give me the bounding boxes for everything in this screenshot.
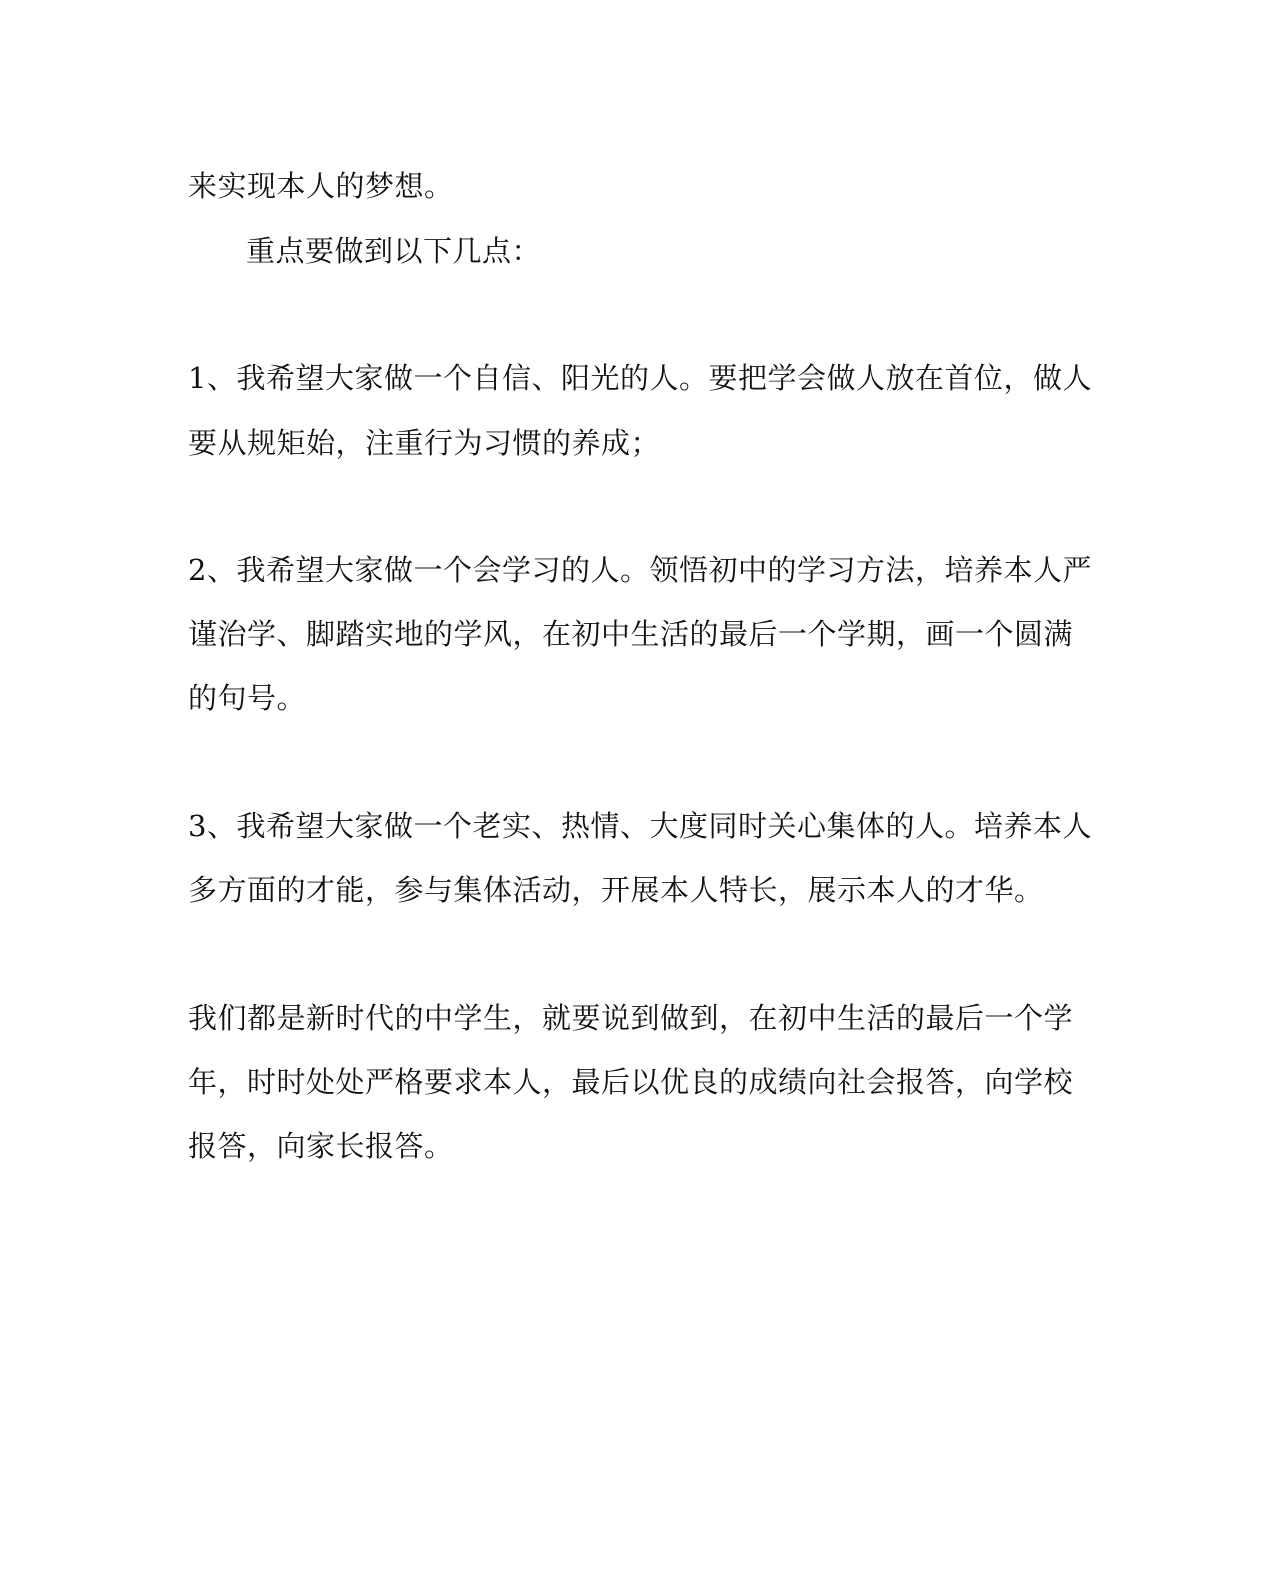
- closing-paragraph-line: 报答，向家长报答。: [188, 1129, 454, 1163]
- list-item-1-line: 要从规矩始，注重行为习惯的养成；: [188, 426, 661, 460]
- list-item-3-line: 多方面的才能，参与集体活动，开展本人特长，展示本人的才华。: [188, 873, 1044, 907]
- closing-paragraph-line: 我们都是新时代的中学生，就要说到做到，在初中生活的最后一个学: [188, 1001, 1074, 1035]
- text-line: 来实现本人的梦想。: [188, 169, 454, 203]
- list-item-3-line: 3、我希望大家做一个老实、热情、大度同时关心集体的人。培养本人: [188, 809, 1092, 843]
- closing-paragraph-line: 年，时时处处严格要求本人，最后以优良的成绩向社会报答，向学校: [188, 1065, 1074, 1099]
- list-item-2-line: 2、我希望大家做一个会学习的人。领悟初中的学习方法，培养本人严: [188, 553, 1092, 587]
- list-item-2-line: 的句号。: [188, 681, 307, 715]
- list-item-2-line: 谨治学、脚踏实地的学风，在初中生活的最后一个学期，画一个圆满: [188, 617, 1074, 651]
- text-line: 重点要做到以下几点：: [246, 234, 542, 268]
- list-item-1-line: 1、我希望大家做一个自信、阳光的人。要把学会做人放在首位，做人: [188, 361, 1092, 395]
